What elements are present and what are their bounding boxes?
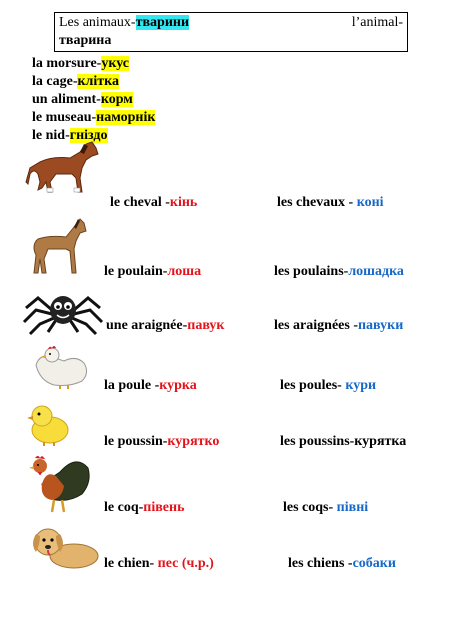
rooster-icon — [26, 454, 94, 514]
title-ua: тварини — [135, 15, 190, 30]
vocab-item: le nid-гнiздо — [32, 128, 108, 143]
singular-poulain: le poulain-лоша — [104, 264, 202, 279]
plural-poules: les poules- кури — [280, 378, 377, 393]
spider-icon — [22, 288, 104, 336]
singular-poussin: le poussin-курятко — [104, 434, 220, 449]
plural-poussins: les poussins-курятка — [280, 434, 407, 449]
singular-coq: le coq-півень — [104, 500, 185, 515]
vocab-item: le museau-наморнік — [32, 110, 156, 125]
dog-icon — [28, 522, 102, 570]
plural-chiens: les chiens -собаки — [288, 556, 396, 571]
chick-icon — [24, 402, 74, 446]
title-box — [54, 12, 408, 52]
horse-icon — [22, 138, 104, 198]
plural-araignees: les araignées -павуки — [274, 318, 404, 333]
vocab-item: la morsure-укус — [32, 56, 129, 71]
singular-cheval: le cheval -кінь — [110, 195, 198, 210]
plural-chevaux: les chevaux - коні — [277, 195, 384, 210]
title-line — [59, 15, 189, 31]
title-fr: Les animaux- — [59, 15, 136, 30]
singular-chien: le chien- пес (ч.р.) — [104, 556, 214, 571]
hen-icon — [30, 343, 94, 389]
title-right: l’animal- — [351, 15, 403, 30]
singular-poule: la poule -курка — [104, 378, 197, 393]
vocab-item: un aliment-корм — [32, 92, 133, 107]
plural-poulains: les poulains-лошадка — [274, 264, 404, 279]
title-second-line: тварина — [59, 33, 112, 48]
plural-coqs: les coqs- півні — [283, 500, 369, 515]
foal-icon — [26, 215, 92, 277]
singular-araignee: une araignée-павук — [106, 318, 225, 333]
vocab-item: la cage-клітка — [32, 74, 120, 89]
